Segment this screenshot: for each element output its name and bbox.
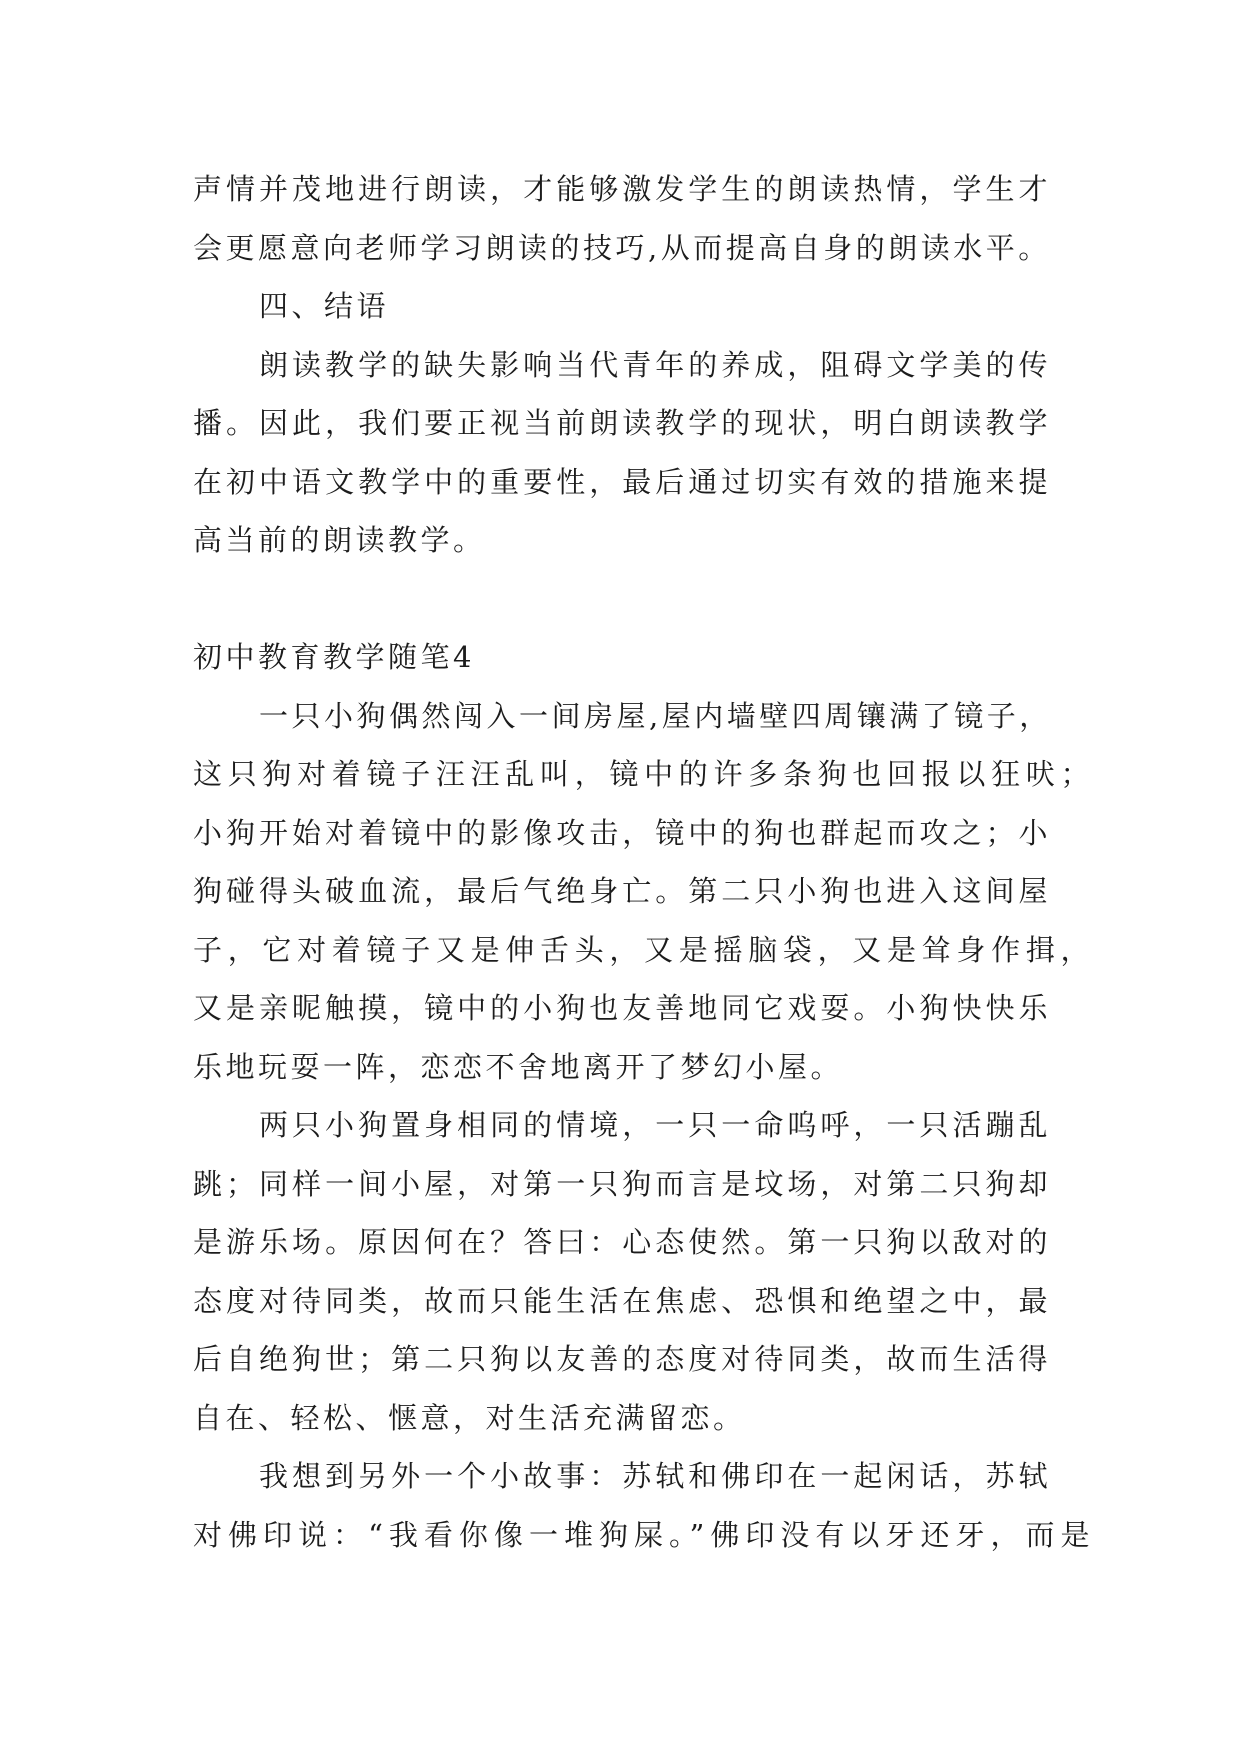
text-line: 我想到另外一个小故事：苏轼和佛印在一起闲话，苏轼	[259, 1459, 1051, 1493]
text-line: 是游乐场。原因何在？答曰：心态使然。第一只狗以敌对的	[193, 1225, 1051, 1259]
text-line: 狗碰得头破血流，最后气绝身亡。第二只小狗也进入这间屋	[193, 874, 1051, 908]
text-line: 自在、轻松、惬意，对生活充满留恋。	[193, 1400, 746, 1435]
text-line: 声情并茂地进行朗读，才能够激发学生的朗读热情，学生才	[193, 172, 1051, 206]
article-title: 初中教育教学随笔4	[193, 640, 475, 674]
blank-line	[193, 570, 1093, 629]
text-line: 小狗开始对着镜中的影像攻击，镜中的狗也群起而攻之；小	[193, 815, 1051, 850]
section-heading: 四、结语	[259, 289, 390, 323]
text-line: 高当前的朗读教学。	[193, 523, 486, 557]
text-line: 乐地玩耍一阵，恋恋不舍地离开了梦幻小屋。	[193, 1049, 844, 1084]
text-line: 又是亲昵触摸，镜中的小狗也友善地同它戏耍。小狗快快乐	[193, 991, 1051, 1025]
text-line: 态度对待同类，故而只能生活在焦虑、恐惧和绝望之中，最	[193, 1283, 1051, 1318]
text-line: 这只狗对着镜子汪汪乱叫，镜中的许多条狗也回报以狂吠；	[193, 757, 1093, 791]
text-line: 朗读教学的缺失影响当代青年的养成，阻碍文学美的传	[259, 347, 1051, 382]
paragraph	[193, 1096, 1093, 1447]
text-line: 在初中语文教学中的重要性，最后通过切实有效的措施来提	[193, 464, 1051, 499]
document-body	[193, 160, 1093, 1564]
text-line: 跳；同样一间小屋，对第一只狗而言是坟场，对第二只狗却	[193, 1166, 1051, 1201]
paragraph	[193, 1447, 1093, 1564]
paragraph-continuation	[193, 160, 1093, 277]
text-line: 播。因此，我们要正视当前朗读教学的现状，明白朗读教学	[193, 406, 1051, 440]
paragraph	[193, 687, 1093, 1097]
text-line: 两只小狗置身相同的情境，一只一命呜呼，一只活蹦乱	[259, 1108, 1051, 1142]
text-line: 子，它对着镜子又是伸舌头，又是摇脑袋，又是耸身作揖，	[193, 932, 1093, 967]
paragraph-conclusion	[193, 336, 1093, 570]
text-line: 对佛印说：“我看你像一堆狗屎。”佛印没有以牙还牙，而是	[193, 1517, 1093, 1552]
text-line: 一只小狗偶然闯入一间房屋,屋内墙壁四周镶满了镜子，	[259, 698, 1052, 733]
text-line: 会更愿意向老师学习朗读的技巧,从而提高自身的朗读水平。	[193, 230, 1051, 265]
text-line: 后自绝狗世；第二只狗以友善的态度对待同类，故而生活得	[193, 1342, 1051, 1376]
